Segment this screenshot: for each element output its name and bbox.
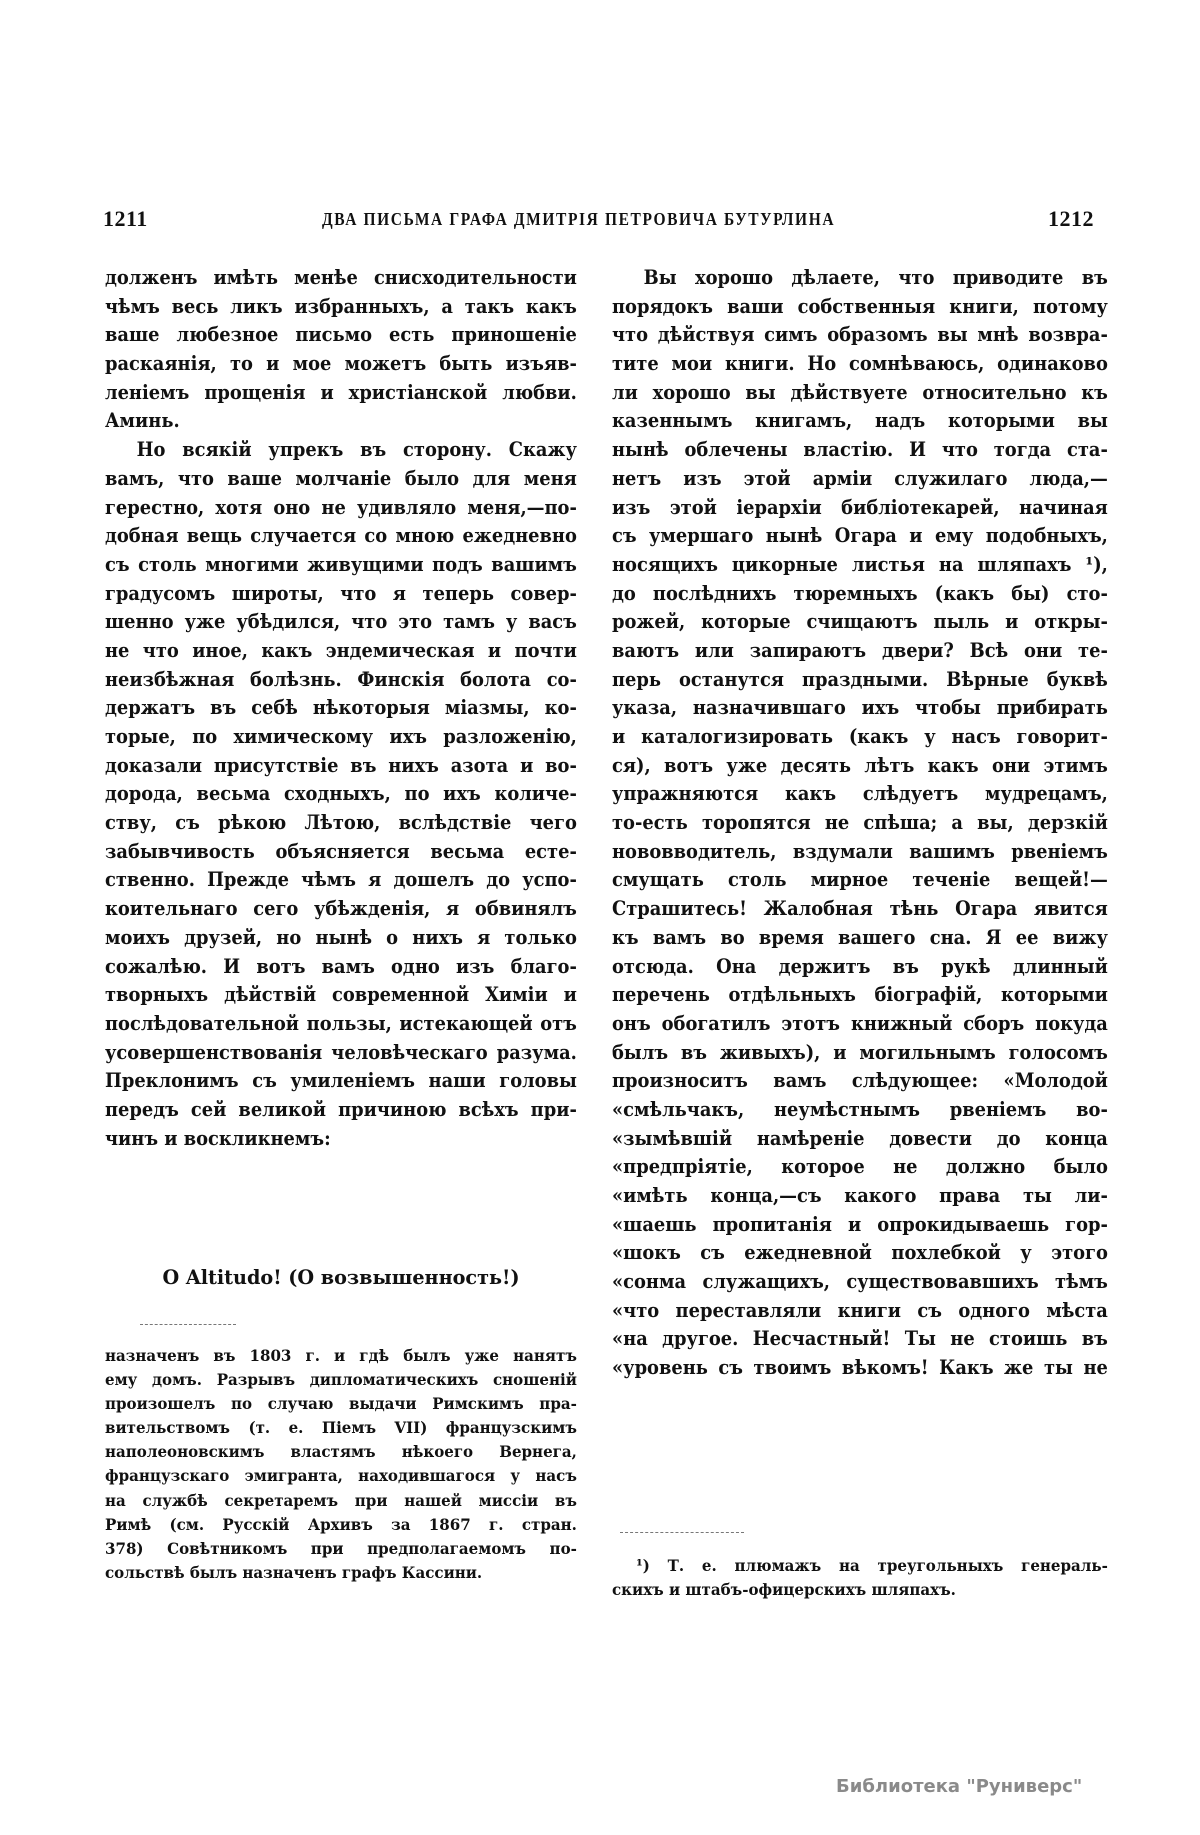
quote-text: O Altitudo! (О возвышенность!) [162, 1266, 520, 1289]
text-line: «на другое. Несчастный! Ты не стоишь въ [612, 1327, 1108, 1351]
text-line: Но всякій упрекъ въ сторону. Скажу [136, 438, 577, 462]
text-line: ся), вотъ уже десять лѣтъ какъ они этимъ [612, 753, 1108, 777]
left-column-text [105, 264, 577, 1153]
text-line: «шокъ съ ежедневной похлебкой у этого [612, 1241, 1108, 1265]
text-line: онъ обогатилъ этотъ книжный сборъ покуда [612, 1011, 1108, 1035]
text-line: моихъ друзей, но нынѣ о нихъ я только [105, 925, 577, 949]
text-line: не что иное, какъ эндемическая и почти [105, 638, 577, 662]
text-line: съ умершаго нынѣ Огара и ему подобныхъ, [612, 524, 1108, 548]
footnote-divider-right [620, 1532, 744, 1533]
text-line: доказали присутствіе въ нихъ азота и во- [105, 753, 577, 777]
text-line: рожей, которые счищаютъ пыль и откры- [612, 610, 1108, 634]
text-line: леніемъ прощенія и христіанской любви. [105, 380, 577, 404]
footnote-line: произошелъ по случаю выдачи Римскимъ пра- [105, 1394, 577, 1414]
text-line: «зымѣвшій намѣреніе довести до конца [612, 1126, 1108, 1150]
text-line: до послѣднихъ тюремныхъ (какъ бы) сто- [612, 581, 1108, 605]
text-line: ству, съ рѣкою Лѣтою, вслѣдствіе чего [105, 811, 577, 835]
text-line: дорода, весьма сходныхъ, по ихъ количе- [105, 782, 577, 806]
text-line: градусомъ широты, что я теперь совер- [105, 581, 577, 605]
text-line: смущать столь мирное теченіе вещей!— [612, 868, 1108, 892]
text-line: «предпріятіе, которое не должно было [612, 1155, 1108, 1179]
text-line: перь останутся праздными. Вѣрные буквѣ [612, 667, 1108, 691]
text-line: и каталогизировать (какъ у насъ говорит- [612, 725, 1108, 748]
text-line: то-есть торопятся не спѣша; а вы, дерзкій [612, 811, 1108, 835]
page-number-right: 1212 [1048, 206, 1094, 231]
text-line: Аминь. [105, 409, 180, 433]
text-line: ли хорошо вы дѣйствуете относительно къ [612, 380, 1108, 404]
text-line: «шаешь пропитанія и опрокидываешь гор- [612, 1212, 1108, 1236]
text-line: чинъ и воскликнемъ: [105, 1126, 331, 1150]
text-line: послѣдовательной пользы, истекающей отъ [105, 1011, 577, 1035]
text-line: коительнаго сего убѣжденія, я обвинялъ [105, 897, 577, 921]
text-line: усовершенствованія человѣческаго разума. [105, 1040, 577, 1064]
footnote-line: 378) Совѣтникомъ при предполагаемомъ по- [105, 1538, 577, 1558]
text-line: шенно уже убѣдился, что это тамъ у васъ [105, 610, 577, 634]
text-line: вамъ, что ваше молчаніе было для меня [105, 466, 577, 490]
text-line: герестно, хотя оно не удивляло меня,—по- [105, 495, 577, 519]
footnote-left [105, 1344, 577, 1585]
page-header [0, 206, 1200, 236]
footnote-line: вительствомъ (т. е. Піемъ VII) французскимъ [105, 1418, 577, 1438]
text-line: сожалѣю. И вотъ вамъ одно изъ благо- [105, 954, 577, 978]
text-line: отсюда. Она держитъ въ рукѣ длинный [612, 954, 1108, 978]
footnote-line: назначенъ въ 1803 г. и гдѣ былъ уже нанятъ [105, 1346, 577, 1365]
footnote-line: ¹) Т. е. плюмажъ на треугольныхъ генераль- [636, 1556, 1108, 1575]
exclamation-quote [105, 1263, 577, 1293]
footnote-right [612, 1554, 1108, 1602]
text-line: раскаянія, то и мое можетъ быть изъяв- [105, 352, 577, 376]
text-line: ственно. Прежде чѣмъ я дошелъ до успо- [105, 868, 577, 892]
text-line: произноситъ вамъ слѣдующее: «Молодой [612, 1069, 1108, 1093]
text-line: Страшитесь! Жалобная тѣнь Огара явится [612, 897, 1108, 921]
text-line: держатъ въ себѣ нѣкоторыя міазмы, ко- [105, 696, 577, 720]
text-line: носящихъ цикорные листья на шляпахъ ¹), [612, 552, 1108, 576]
text-line: былъ въ живыхъ), и могильнымъ голосомъ [612, 1040, 1108, 1064]
text-line: «что переставляли книги съ одного мѣста [612, 1298, 1108, 1322]
footnote-line: ему домъ. Разрывъ дипломатическихъ сношеній [105, 1370, 577, 1390]
right-column-text [612, 264, 1108, 1383]
text-line: указа, назначившаго ихъ чтобы прибирать [612, 696, 1108, 720]
footnote-line: на службѣ секретаремъ при нашей миссіи въ [105, 1490, 577, 1510]
text-line: ваютъ или запираютъ двери? Всѣ они те- [612, 638, 1108, 662]
text-line: съ столь многими живущими подъ вашимъ [105, 552, 577, 576]
text-line: нетъ изъ этой арміи служилаго люда,— [612, 466, 1108, 490]
footnote-line: скихъ и штабъ-офицерскихъ шляпахъ. [612, 1580, 956, 1600]
text-line: Вы хорошо дѣлаете, что приводите въ [643, 266, 1108, 289]
text-line: казеннымъ книгамъ, надъ которыми вы [612, 409, 1108, 433]
text-line: ваше любезное письмо есть приношеніе [105, 323, 577, 347]
library-watermark: Библиотека "Руниверс" [836, 1776, 1083, 1797]
text-line: нынѣ облечены властію. И что тогда ста- [612, 438, 1108, 462]
text-line: Преклонимъ съ умиленіемъ наши головы [105, 1069, 577, 1093]
text-line: «имѣть конца,—съ какого права ты ли- [612, 1184, 1108, 1207]
text-line: тите мои книги. Но сомнѣваюсь, одинаково [612, 352, 1108, 376]
text-line: торые, по химическому ихъ разложенію, [105, 725, 577, 748]
text-line: неизбѣжная болѣзнь. Финскія болота со- [105, 667, 577, 691]
text-line: упражняются какъ слѣдуетъ мудрецамъ, [612, 782, 1108, 806]
text-line: творныхъ дѣйствій современной Химіи и [105, 983, 577, 1007]
text-line: «сонма служащихъ, существовавшихъ тѣмъ [612, 1270, 1108, 1294]
footnote-line: сольствѣ былъ назначенъ графъ Кассини. [105, 1562, 483, 1582]
footnote-line: Римѣ (см. Русскій Архивъ за 1867 г. стран. [105, 1514, 577, 1534]
footnote-line: наполеоновскимъ властямъ нѣкоего Вернега, [105, 1442, 577, 1462]
running-title: ДВА ПИСЬМА ГРАФА ДМИТРІЯ ПЕТРОВИЧА БУТУРЛИНА [322, 210, 836, 230]
text-line: добная вещь случается со мною ежедневно [105, 524, 577, 548]
footnote-line: французскаго эмигранта, находившагося у насъ [105, 1466, 577, 1486]
text-line: что дѣйствуя симъ образомъ вы мнѣ возвра- [612, 323, 1108, 347]
text-line: нововводитель, вздумали вашимъ рвеніемъ [612, 839, 1108, 863]
text-line: порядокъ ваши собственныя книги, потому [612, 294, 1108, 318]
text-line: перечень отдѣльныхъ біографій, которыми [612, 983, 1108, 1007]
text-line: передъ сей великой причиною всѣхъ при- [105, 1097, 577, 1121]
text-line: забывчивость объясняется весьма есте- [105, 839, 577, 863]
text-line: изъ этой іерархіи библіотекарей, начиная [612, 495, 1108, 519]
page-number-left: 1211 [103, 206, 148, 231]
text-line: «уровень съ твоимъ вѣкомъ! Какъ же ты не [612, 1356, 1108, 1380]
text-line: «смѣльчакъ, неумѣстнымъ рвеніемъ во- [612, 1097, 1108, 1121]
footnote-divider-left [140, 1324, 236, 1325]
text-line: чѣмъ весь ликъ избранныхъ, а такъ какъ [105, 294, 577, 318]
text-line: долженъ имѣть менѣе снисходительности [105, 266, 577, 289]
text-line: къ вамъ во время вашего сна. Я ее вижу [612, 925, 1108, 949]
